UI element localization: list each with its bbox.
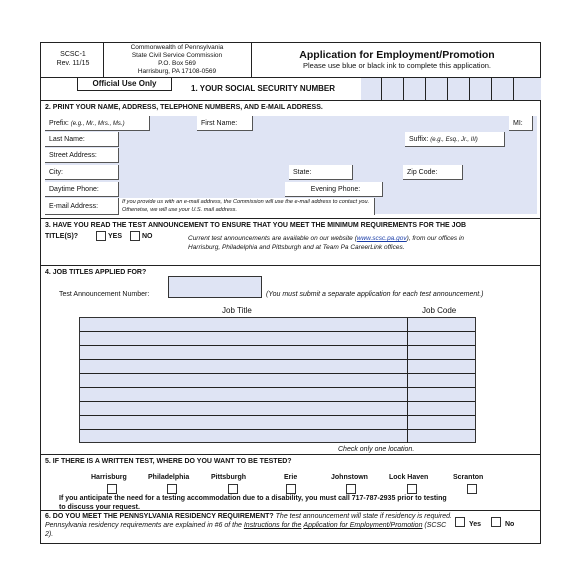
agency-line: Harrisburg, PA 17108-0569 — [137, 68, 217, 75]
divider — [469, 78, 470, 100]
agency-address — [105, 44, 249, 76]
evening-phone-input[interactable] — [383, 182, 537, 197]
divider — [103, 43, 104, 77]
divider — [41, 510, 540, 511]
divider — [41, 218, 540, 219]
accommodation-note-cont: to discuss your request. — [59, 504, 140, 511]
pittsburgh-checkbox[interactable] — [228, 484, 238, 494]
section-6-yes-checkbox[interactable] — [455, 517, 465, 527]
divider — [251, 43, 252, 77]
zip-label: Zip Code: — [403, 165, 463, 180]
location-johnstown: Johnstown — [331, 474, 368, 481]
ssn-label: 1. YOUR SOCIAL SECURITY NUMBER — [191, 84, 336, 93]
form-title: Application for Employment/Promotion — [299, 49, 495, 61]
suffix-input[interactable] — [505, 132, 537, 147]
website-link[interactable]: www.scsc.pa.gov — [356, 235, 407, 242]
section-3-yes-checkbox[interactable] — [96, 231, 106, 241]
email-input[interactable] — [375, 198, 537, 215]
divider — [513, 78, 514, 100]
divider — [425, 78, 426, 100]
official-use-box — [77, 78, 172, 91]
location-erie: Erie — [284, 474, 298, 481]
last-name-label: Last Name: — [45, 132, 119, 147]
section-6-note: (SCSC 2). — [45, 522, 447, 538]
check-note: Check only one location. — [338, 446, 415, 453]
test-number-label: Test Announcement Number: — [59, 291, 150, 298]
note-text: Current test announcements are available on our website ( — [188, 235, 357, 242]
lock-haven-checkbox[interactable] — [407, 484, 417, 494]
mi-input[interactable] — [533, 116, 537, 131]
instructions-link[interactable]: Application for Employment/Promotion — [303, 522, 423, 529]
section-6-heading: 6. DO YOU MEET THE PENNSYLVANIA RESIDENCY REQUIREMENT? — [45, 513, 274, 520]
section-5-heading: 5. IF THERE IS A WRITTEN TEST, WHERE DO YOU WANT TO BE TESTED? — [45, 458, 292, 465]
zip-input[interactable] — [463, 165, 537, 180]
section-3-heading: 3. HAVE YOU READ THE TEST ANNOUNCEMENT TO ENSURE THAT YOU MEET THE MINIMUM REQUIREMENTS FOR THE JOB — [45, 222, 467, 229]
divider — [447, 78, 448, 100]
city-input[interactable] — [119, 165, 289, 180]
daytime-phone-input[interactable] — [119, 182, 285, 197]
job-code-column-input[interactable] — [408, 318, 476, 442]
section-3-yes-label: YES — [108, 233, 123, 240]
section-6-note: residency is required. Pennsylvania residency requirements are explained in #6 of the — [45, 513, 452, 529]
job-titles-table — [79, 317, 476, 443]
note-text: ), from our offices in Harrisburg, Philadelphia and Pittsburgh and at Team Pa CareerLink offices. — [188, 235, 465, 251]
instructions-link[interactable]: Instructions for the — [243, 522, 302, 529]
suffix-text: Suffix: — [409, 136, 429, 143]
city-label: City: — [45, 165, 119, 180]
divider — [491, 78, 492, 100]
section-6-note: The test announcement will state if — [275, 513, 384, 520]
suffix-hint: (e.g., Esq., Jr., III) — [430, 137, 478, 143]
test-number-input[interactable] — [168, 276, 262, 298]
erie-checkbox[interactable] — [286, 484, 296, 494]
form-revision: Rev. 11/15 — [56, 60, 90, 67]
section-6-no-checkbox[interactable] — [491, 517, 501, 527]
philadelphia-checkbox[interactable] — [167, 484, 177, 494]
state-input[interactable] — [353, 165, 403, 180]
section-3-no-checkbox[interactable] — [130, 231, 140, 241]
section-3-note — [188, 235, 478, 252]
street-input[interactable] — [119, 148, 537, 163]
email-label: E-mail Address: — [45, 198, 119, 215]
section-6-text — [45, 512, 455, 539]
first-name-input[interactable] — [253, 116, 509, 131]
form-subtitle: Please use blue or black ink to complete this application. — [302, 61, 492, 70]
prefix-input[interactable] — [150, 116, 197, 131]
mi-label: MI: — [509, 116, 533, 131]
street-label: Street Address: — [45, 148, 119, 163]
section-3-heading-cont: TITLE(S)? — [45, 233, 79, 240]
location-harrisburg: Harrisburg — [91, 474, 127, 481]
ssn-input[interactable] — [361, 78, 541, 100]
suffix-label — [405, 132, 505, 147]
divider — [403, 78, 404, 100]
official-use-label: Official Use Only — [92, 79, 157, 88]
agency-line: State Civil Service Commission — [131, 52, 223, 59]
agency-line: P.O. Box 569 — [158, 60, 196, 67]
section-4-heading: 4. JOB TITLES APPLIED FOR? — [45, 269, 147, 276]
divider — [41, 100, 540, 101]
last-name-input[interactable] — [119, 132, 405, 147]
johnstown-checkbox[interactable] — [346, 484, 356, 494]
daytime-phone-label: Daytime Phone: — [45, 182, 119, 197]
section-6-no-label: No — [505, 521, 515, 528]
divider — [41, 454, 540, 455]
prefix-label — [45, 116, 150, 131]
harrisburg-checkbox[interactable] — [107, 484, 117, 494]
form-id: SCSC-1 — [60, 51, 86, 58]
scranton-checkbox[interactable] — [467, 484, 477, 494]
divider — [381, 78, 382, 100]
email-note: If you provide us with an e-mail address, the Commission will use the e-mail address to contact you. Otherwise, we will use your U.S. mail address. — [119, 198, 375, 215]
agency-line: Commonwealth of Pennsylvania — [130, 44, 224, 51]
job-code-header: Job Code — [422, 306, 457, 315]
evening-phone-label: Evening Phone: — [285, 182, 383, 197]
test-number-note: (You must submit a separate application for each test announcement.) — [266, 291, 484, 298]
prefix-hint: (e.g., Mr., Mrs., Ms.) — [70, 121, 125, 127]
application-form — [40, 42, 541, 544]
section-3-no-label: NO — [142, 233, 153, 240]
location-lock-haven: Lock Haven — [389, 474, 429, 481]
accommodation-note: If you anticipate the need for a testing accommodation due to a disability, you must call 717-787-2935 prior to testing — [59, 495, 447, 502]
location-pittsburgh: Pittsburgh — [211, 474, 246, 481]
job-title-header: Job Title — [222, 306, 252, 315]
first-name-label: First Name: — [197, 116, 253, 131]
state-label: State: — [289, 165, 353, 180]
divider — [41, 265, 540, 266]
location-philadelphia: Philadelphia — [148, 474, 190, 481]
location-scranton: Scranton — [453, 474, 484, 481]
prefix-text: Prefix: — [49, 120, 69, 127]
section-2-heading: 2. PRINT YOUR NAME, ADDRESS, TELEPHONE NUMBERS, AND E-MAIL ADDRESS. — [45, 104, 323, 111]
job-title-column-input[interactable] — [80, 318, 407, 442]
section-6-yes-label: Yes — [469, 521, 482, 528]
